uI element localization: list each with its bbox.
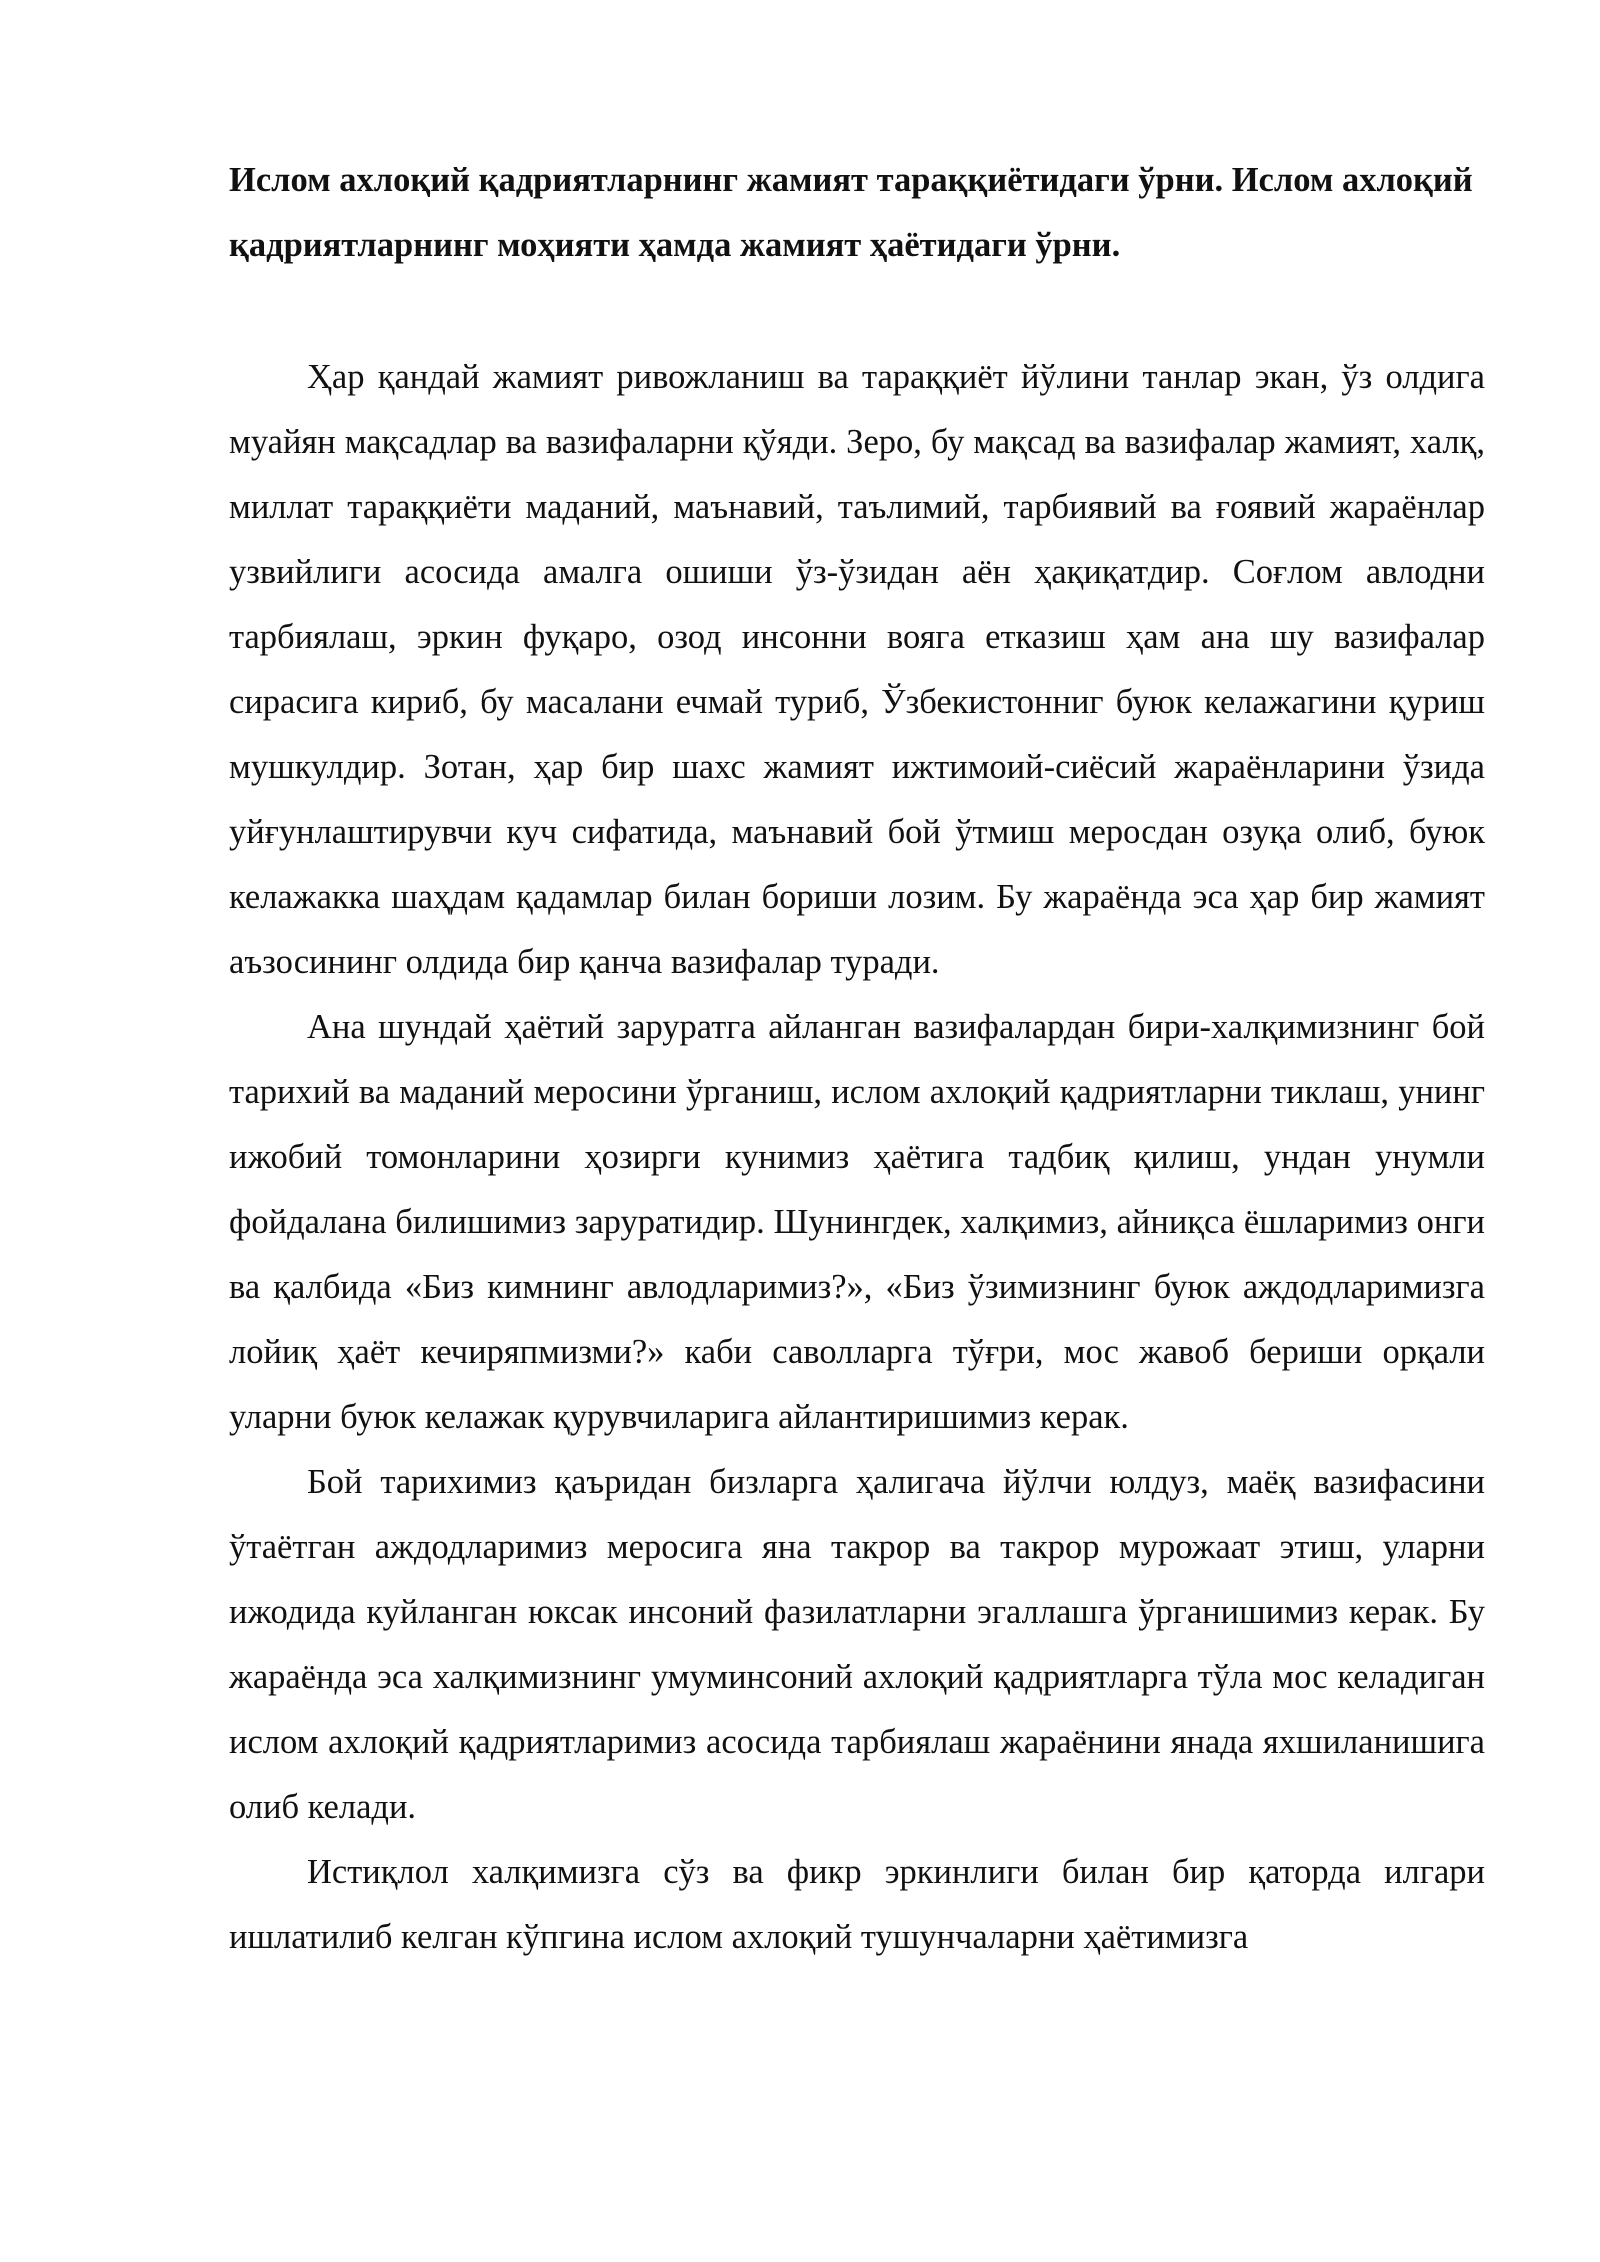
paragraph-3: Бой тарихимиз қаъридан бизларга ҳалигача йўлчи юлдуз, маёқ вазифасини ўтаётган аждодларимиз меросига яна такрор ва такрор мурожаат этиш, уларни ижодида куйланган юксак инсоний фазилатларни эгаллашга ўрганишимиз керак. Бу жараёнда эса халқимизнинг умуминсоний ахлоқий қадриятларга тўла мос келадиган ислом ахлоқий қадриятларимиз асосида тарбиялаш жараёнини янада яхшиланишига олиб келади. [229,1463,1485,1826]
document-content [229,148,1485,1970]
paragraph-4: Истиқлол халқимизга сўз ва фикр эркинлиги билан бир қаторда илгари ишлатилиб келган кўпгина ислом ахлоқий тушунчаларни ҳаётимизга [229,1853,1485,1956]
document-body [229,345,1485,1970]
paragraph-1: Ҳар қандай жамият ривожланиш ва тараққиёт йўлини танлар экан, ўз олдига муайян мақсадлар ва вазифаларни қўяди. Зеро, бу мақсад ва вазифалар жамият, халқ, миллат тараққиёти маданий, маънавий, таълимий, тарбиявий ва ғоявий жараёнлар узвийлиги асосида амалга ошиши ўз-ўзидан аён ҳақиқатдир. Соғлом авлодни тарбиялаш, эркин фуқаро, озод инсонни вояга етказиш ҳам ана шу вазифалар сирасига кириб, бу масалани ечмай туриб, Ўзбекистонниг буюк келажагини қуриш мушкулдир. Зотан, ҳар бир шахс жамият ижтимоий-сиёсий жараёнларини ўзида уйғунлаштирувчи куч сифатида, маънавий бой ўтмиш меросдан озуқа олиб, буюк келажакка шаҳдам қадамлар билан бориши лозим. Бу жараёнда эса ҳар бир жамият аъзосининг олдида бир қанча вазифалар туради. [229,358,1485,981]
paragraph-2: Ана шундай ҳаётий заруратга айланган вазифалардан бири-халқимизнинг бой тарихий ва маданий меросини ўрганиш, ислом ахлоқий қадриятларни тиклаш, унинг ижобий томонларини ҳозирги кунимиз ҳаётига тадбиқ қилиш, ундан унумли фойдалана билишимиз заруратидир. Шунингдек, халқимиз, айниқса ёшларимиз онги ва қалбида «Биз кимнинг авлодларимиз?», «Биз ўзимизнинг буюк аждодларимизга лойиқ ҳаёт кечиряпмизми?» каби саволларга тўғри, мос жавоб бериши орқали уларни буюк келажак қурувчиларига айлантиришимиз керак. [229,1008,1485,1436]
document-title: Ислом ахлоқий қадриятларнинг жамият тараққиётидаги ўрни. Ислом ахлоқий қадриятларнинг моҳияти ҳамда жамият ҳаётидаги ўрни. [229,161,1473,264]
